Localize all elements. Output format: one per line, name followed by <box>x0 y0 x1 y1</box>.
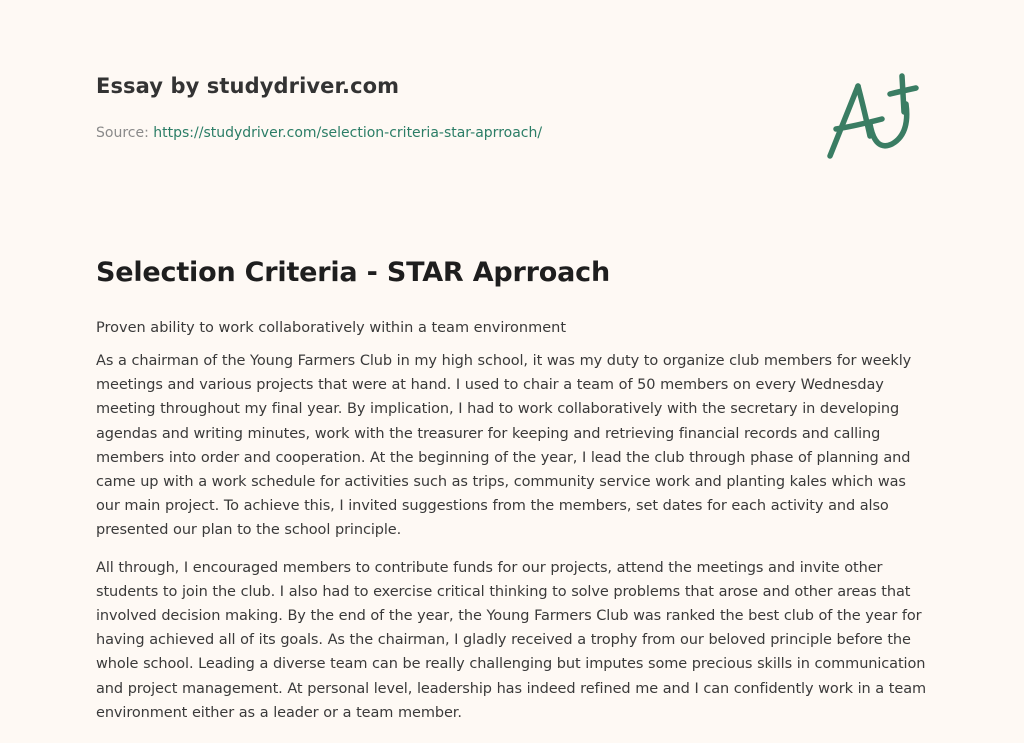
essay-content <box>96 253 928 725</box>
page-header <box>96 74 936 141</box>
essay-subtitle: Proven ability to work collaboratively within a team environment <box>96 320 567 336</box>
source-link[interactable]: https://studydriver.com/selection-criteria-star-aprroach/ <box>153 125 543 141</box>
essay-paragraph: All through, I encouraged members to contribute funds for our projects, attend the meetings and invite other students to join the club. I also had to exercise critical thinking to solve problems that arose and other areas that involved decision making. By the end of the year, the Young Farmers Club was ranked the best club of the year for having achieved all of its goals. As the chairman, I gladly received a trophy from our beloved principle before the whole school. Leading a diverse team can be really challenging but imputes some precious skills in communication and project management. At personal level, leadership has indeed refined me and I can confidently work in a team environment either as a leader or a team member. <box>96 559 927 721</box>
source-line <box>96 125 542 141</box>
site-title: Essay by studydriver.com <box>96 74 400 98</box>
essay-title: Selection Criteria - STAR Aprroach <box>96 257 610 288</box>
source-label: Source: <box>96 125 154 141</box>
essay-paragraph: As a chairman of the Young Farmers Club in my high school, it was my duty to organize club members for weekly meetings and various projects that were at hand. I used to chair a team of 50 members on every Wednesday meeting throughout my final year. By implication, I had to work collaboratively with the secretary in developing agendas and writing minutes, work with the treasurer for keeping and retrieving financial records and calling members into order and cooperation. At the beginning of the year, I lead the club through phase of planning and came up with a work schedule for activities such as trips, community service work and planting kales which was our main project. To achieve this, I invited suggestions from the members, set dates for each activity and also presented our plan to the school principle. <box>96 353 912 539</box>
a-plus-grade-icon <box>820 64 930 169</box>
